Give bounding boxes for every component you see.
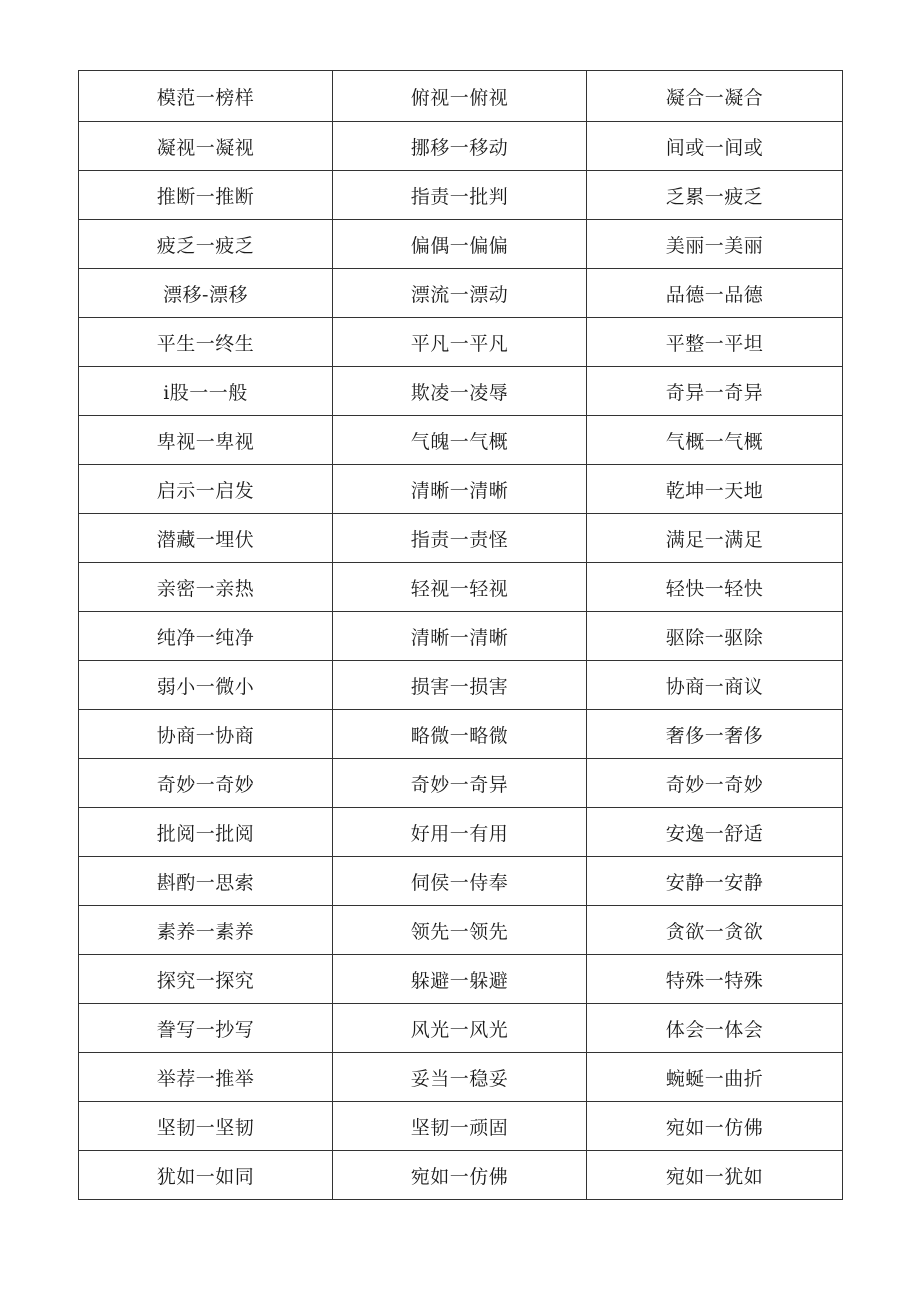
table-cell: 挪移一移动 — [333, 122, 587, 171]
table-cell: 斟酌一思索 — [79, 857, 333, 906]
table-cell: 略微一略微 — [333, 710, 587, 759]
table-row — [79, 1004, 843, 1053]
table-cell: 奇异一奇异 — [587, 367, 843, 416]
table-row — [79, 71, 843, 122]
synonym-table-body — [79, 71, 843, 1200]
table-cell: 探究一探究 — [79, 955, 333, 1004]
table-row — [79, 906, 843, 955]
table-cell: 领先一领先 — [333, 906, 587, 955]
table-cell: 凝视一凝视 — [79, 122, 333, 171]
table-cell: 躲避一躲避 — [333, 955, 587, 1004]
table-cell: 损害一损害 — [333, 661, 587, 710]
synonym-table — [78, 70, 843, 1200]
table-cell: 纯净一纯净 — [79, 612, 333, 661]
table-cell: 伺侯一侍奉 — [333, 857, 587, 906]
table-cell: 亲密一亲热 — [79, 563, 333, 612]
table-cell: 启示一启发 — [79, 465, 333, 514]
table-cell: 欺凌一凌辱 — [333, 367, 587, 416]
table-cell: 轻快一轻快 — [587, 563, 843, 612]
table-cell: 贪欲一贪欲 — [587, 906, 843, 955]
table-cell: 奢侈一奢侈 — [587, 710, 843, 759]
table-cell: 奇妙一奇异 — [333, 759, 587, 808]
table-row — [79, 367, 843, 416]
table-cell: 犹如一如同 — [79, 1151, 333, 1200]
table-cell: 清晰一清晰 — [333, 612, 587, 661]
table-row — [79, 857, 843, 906]
table-cell: 乾坤一天地 — [587, 465, 843, 514]
table-row — [79, 759, 843, 808]
table-cell: 俯视一俯视 — [333, 71, 587, 122]
table-cell: 清晰一清晰 — [333, 465, 587, 514]
table-cell: 好用一有用 — [333, 808, 587, 857]
table-row — [79, 955, 843, 1004]
table-cell: 模范一榜样 — [79, 71, 333, 122]
table-cell: 蜿蜒一曲折 — [587, 1053, 843, 1102]
table-cell: 安逸一舒适 — [587, 808, 843, 857]
table-cell: 驱除一驱除 — [587, 612, 843, 661]
table-cell: 特殊一特殊 — [587, 955, 843, 1004]
table-cell: 间或一间或 — [587, 122, 843, 171]
table-cell: 风光一风光 — [333, 1004, 587, 1053]
table-cell: 宛如一仿佛 — [587, 1102, 843, 1151]
table-row — [79, 563, 843, 612]
table-cell: 誊写一抄写 — [79, 1004, 333, 1053]
table-cell: 宛如一仿佛 — [333, 1151, 587, 1200]
table-row — [79, 269, 843, 318]
table-row — [79, 808, 843, 857]
table-cell: 推断一推断 — [79, 171, 333, 220]
table-row — [79, 710, 843, 759]
table-row — [79, 661, 843, 710]
table-cell: 卑视一卑视 — [79, 416, 333, 465]
table-cell: 宛如一犹如 — [587, 1151, 843, 1200]
table-cell: 平凡一平凡 — [333, 318, 587, 367]
table-row — [79, 220, 843, 269]
table-cell: 奇妙一奇妙 — [79, 759, 333, 808]
table-cell: 美丽一美丽 — [587, 220, 843, 269]
table-cell: 平生一终生 — [79, 318, 333, 367]
table-cell: 协商一商议 — [587, 661, 843, 710]
table-cell: 品德一品德 — [587, 269, 843, 318]
table-cell: 妥当一稳妥 — [333, 1053, 587, 1102]
table-row — [79, 416, 843, 465]
table-row — [79, 171, 843, 220]
table-cell: 协商一协商 — [79, 710, 333, 759]
table-cell: 坚韧一顽固 — [333, 1102, 587, 1151]
table-cell: 安静一安静 — [587, 857, 843, 906]
table-cell: 素养一素养 — [79, 906, 333, 955]
table-cell: 坚韧一坚韧 — [79, 1102, 333, 1151]
table-cell: 气概一气概 — [587, 416, 843, 465]
table-cell: 气魄一气概 — [333, 416, 587, 465]
table-cell: 偏偶一偏偏 — [333, 220, 587, 269]
table-cell: i股一一般 — [79, 367, 333, 416]
table-cell: 疲乏一疲乏 — [79, 220, 333, 269]
table-cell: 轻视一轻视 — [333, 563, 587, 612]
table-row — [79, 612, 843, 661]
table-cell: 漂移-漂移 — [79, 269, 333, 318]
table-cell: 指责一责怪 — [333, 514, 587, 563]
table-row — [79, 1053, 843, 1102]
table-cell: 批阅一批阅 — [79, 808, 333, 857]
table-row — [79, 122, 843, 171]
table-cell: 指责一批判 — [333, 171, 587, 220]
table-row — [79, 318, 843, 367]
table-cell: 潜藏一埋伏 — [79, 514, 333, 563]
table-cell: 体会一体会 — [587, 1004, 843, 1053]
table-cell: 漂流一漂动 — [333, 269, 587, 318]
table-row — [79, 1151, 843, 1200]
table-cell: 奇妙一奇妙 — [587, 759, 843, 808]
table-cell: 凝合一凝合 — [587, 71, 843, 122]
table-cell: 乏累一疲乏 — [587, 171, 843, 220]
table-cell: 平整一平坦 — [587, 318, 843, 367]
table-row — [79, 465, 843, 514]
table-row — [79, 514, 843, 563]
table-row — [79, 1102, 843, 1151]
table-cell: 弱小一微小 — [79, 661, 333, 710]
table-cell: 举荐一推举 — [79, 1053, 333, 1102]
table-cell: 满足一满足 — [587, 514, 843, 563]
